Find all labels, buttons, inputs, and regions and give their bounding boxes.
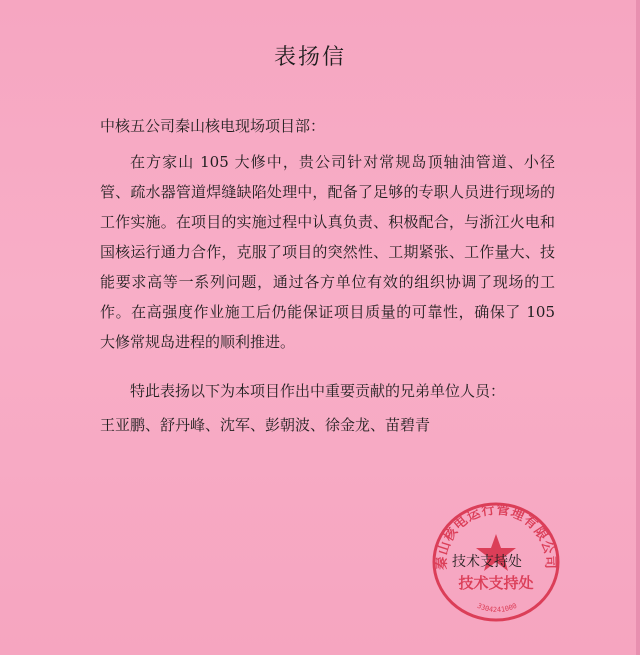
- letter-title: 表扬信: [273, 45, 346, 70]
- seal-inner-text: 技术支持处: [458, 574, 534, 592]
- signature-department: 技术支持处: [452, 554, 522, 570]
- page-edge: [636, 0, 640, 655]
- body-paragraph-2: 特此表扬以下为本项目作出中重要贡献的兄弟单位人员：: [130, 382, 506, 400]
- svg-text:3304241000: [476, 602, 518, 614]
- body-paragraph-1: 在方家山 105 大修中，贵公司针对常规岛顶轴油管道、小径管、疏水器管道焊缝缺陷处理中，配备了足够的专职人员进行现场的工作实施。在项目的实施过程中认真负责、积极配合，与浙江火电和国核运行通力合作，克服了项目的突然性、工期紧张、工作量大、技能要求高等一系列问题，通过各方单位有效的组织协调了现场的工作。在高强度作业施工后仍能保证项目质量的可靠性，确保了 105 大修常规岛进程的顺利推进。: [100, 153, 555, 351]
- seal-serial: 3304241000: [475, 601, 519, 615]
- salutation: 中核五公司秦山核电现场项目部：: [100, 117, 326, 135]
- seal-outer-text: 秦山核电运行管理有限公司: [434, 502, 558, 570]
- names-list: 王亚鹏、舒丹峰、沈军、彭朝波、徐金龙、苗碧青: [100, 416, 431, 434]
